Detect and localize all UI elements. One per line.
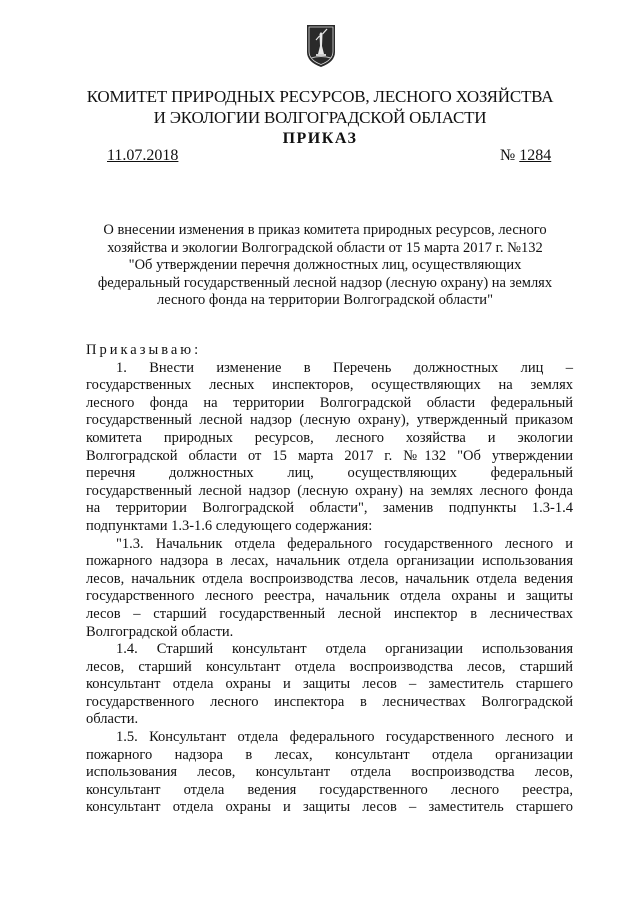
paragraph-line: лесов, начальник отдела воспроизводства лесов, начальник отдела ведения: [86, 570, 573, 587]
subject-line: О внесении изменения в приказ комитета природных ресурсов, лесного: [103, 222, 547, 238]
paragraph-line: консультант отдела охраны и защиты лесов – заместитель старшего: [86, 799, 573, 816]
paragraph-line: на территории Волгоградской области", заменив подпункты 1.3-1.4: [86, 500, 573, 517]
subject-line: федеральный государственный лесной надзор (лесную охрану) на землях: [97, 274, 553, 291]
paragraph-line: лесов, старший консультант отдела воспроизводства лесов, старший: [86, 658, 573, 675]
paragraph-line: государственного лесного реестра, начальник отдела охраны и защиты: [86, 588, 573, 605]
paragraph-line: подпунктами 1.3-1.6 следующего содержания:: [86, 517, 373, 534]
paragraph-line: лесного фонда на территории Волгоградской области федеральный: [86, 394, 573, 411]
paragraph-line: государственный лесной надзор (лесную охрану) на землях лесного фонда: [86, 482, 573, 499]
document-number: [500, 147, 551, 165]
subject-line: лесного фонда на территории Волгоградской области": [156, 292, 493, 309]
paragraph-line: пожарного надзора в лесах, консультант отдела организации: [86, 746, 573, 763]
paragraph-1: [86, 360, 573, 536]
paragraph-line: "1.3. Начальник отдела федерального государственного лесного и: [116, 535, 573, 552]
document-body: [86, 342, 573, 817]
paragraph-line: Волгоградской области от 15 марта 2017 г. №132 "Об утверждении: [86, 447, 573, 464]
committee-name-line-2: И ЭКОЛОГИИ ВОЛГОГРАДСКОЙ ОБЛАСТИ: [153, 108, 487, 127]
paragraph-line: 1.4. Старший консультант отдела организации использования: [116, 641, 573, 658]
document-type-title: ПРИКАЗ: [282, 130, 358, 147]
paragraph-line: государственных лесных инспекторов, осуществляющих на землях: [86, 377, 573, 394]
number-value: 1284: [519, 147, 552, 164]
prikazyvayu-label: Приказываю:: [86, 342, 202, 358]
paragraph-line: области.: [86, 711, 139, 728]
paragraph-1-4: [86, 641, 573, 729]
paragraph-line: консультант отдела ведения государственного лесного реестра,: [86, 781, 573, 798]
paragraph-line: использования лесов, консультант отдела воспроизводства лесов,: [86, 764, 573, 781]
paragraph-line: пожарного надзора в лесах, начальник отдела организации использования: [86, 553, 573, 570]
paragraph-1-3: [86, 536, 573, 642]
number-sign: №: [500, 147, 516, 164]
subject-line: хозяйства и экологии Волгоградской области от 15 марта 2017 г. №132: [107, 239, 543, 256]
paragraph-line: Волгоградской области.: [86, 623, 234, 640]
document-subject: [80, 222, 570, 310]
subject-line: "Об утверждении перечня должностных лиц, осуществляющих: [128, 257, 522, 274]
paragraph-line: государственного лесного инспектора в лесничествах Волгоградской: [86, 693, 573, 710]
document-date: 11.07.2018: [107, 147, 179, 164]
paragraph-line: комитета природных ресурсов, лесного хозяйства и экологии: [86, 429, 573, 446]
paragraph-line: лесов – старший государственный лесной инспектор в лесничествах: [86, 605, 573, 622]
paragraph-1-5: [86, 729, 573, 817]
paragraph-line: консультант отдела охраны и защиты лесов – заместитель старшего: [86, 676, 573, 693]
coat-of-arms-emblem: [305, 24, 337, 68]
paragraph-line: государственный лесной надзор (лесную охрану), утвержденный приказом: [86, 412, 573, 429]
document-header: [0, 86, 640, 149]
paragraph-line: перечня должностных лиц, осуществляющих федеральный: [86, 465, 573, 482]
paragraph-line: 1.5. Консультант отдела федерального государственного лесного и: [116, 729, 573, 746]
paragraph-line: 1. Внести изменение в Перечень должностных лиц –: [116, 359, 573, 376]
committee-name-line-1: КОМИТЕТ ПРИРОДНЫХ РЕСУРСОВ, ЛЕСНОГО ХОЗЯЙСТВА: [86, 87, 554, 106]
